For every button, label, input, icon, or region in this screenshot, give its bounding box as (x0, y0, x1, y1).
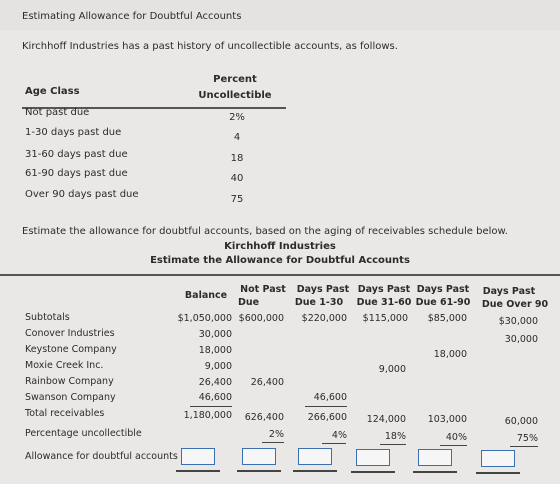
allowance-input-31-60[interactable] (356, 449, 390, 466)
page-title: Estimating Allowance for Doubtful Accounts (22, 11, 242, 22)
cell-value: $115,000 (362, 313, 408, 324)
row-label-moxie: Moxie Creek Inc. (25, 360, 104, 371)
cell-value: 18% (384, 431, 406, 442)
cell-value: 46,600 (198, 392, 232, 403)
row-label-keystone: Keystone Company (25, 344, 117, 355)
sum-underline (322, 443, 346, 444)
col-header-over-90: Due Over 90 (481, 299, 549, 310)
age-row-label: Not past due (25, 107, 90, 118)
double-underline (237, 470, 281, 472)
cell-value: 46,600 (313, 392, 347, 403)
cell-value: 60,000 (504, 416, 538, 427)
cell-value: 9,000 (378, 364, 406, 375)
schedule-company: Kirchhoff Industries (224, 241, 336, 252)
sum-underline (440, 445, 467, 446)
col-header-61-90: Due 61-90 (415, 297, 471, 308)
col-header-61-90: Days Past (416, 284, 470, 295)
age-row-pct: 2% (229, 112, 245, 123)
row-label-rainbow: Rainbow Company (25, 376, 114, 387)
double-underline (476, 472, 520, 474)
cell-value: 626,400 (244, 412, 284, 423)
double-underline (413, 471, 457, 473)
allowance-input-61-90[interactable] (418, 449, 452, 466)
age-row-pct: 40 (230, 173, 244, 184)
cell-value: $600,000 (238, 313, 284, 324)
cell-value: 2% (268, 429, 284, 440)
cell-value: 18,000 (433, 349, 467, 360)
age-class-header: Age Class (25, 86, 80, 97)
row-label-percentage: Percentage uncollectible (25, 428, 142, 439)
cell-value: $220,000 (301, 313, 347, 324)
col-header-1-30: Days Past (296, 284, 350, 295)
cell-value: 103,000 (427, 414, 467, 425)
cell-value: 26,400 (198, 377, 232, 388)
age-row-label: 31-60 days past due (25, 149, 128, 160)
col-header-balance: Balance (184, 290, 228, 301)
age-row-label: 1-30 days past due (25, 127, 122, 138)
age-row-pct: 18 (230, 153, 244, 164)
schedule-top-rule (0, 274, 560, 276)
age-row-pct: 75 (230, 194, 244, 205)
sum-underline (380, 444, 406, 445)
col-header-31-60: Due 31-60 (356, 297, 412, 308)
sum-underline (262, 442, 284, 443)
age-row-pct: 4 (233, 132, 241, 143)
col-header-notpast: Not Past (240, 284, 286, 295)
intro-text: Kirchhoff Industries has a past history of uncollectible accounts, as follows. (22, 41, 398, 52)
double-underline (176, 470, 220, 472)
row-label-subtotals: Subtotals (25, 312, 70, 323)
col-header-1-30: Due 1-30 (294, 297, 344, 308)
cell-value: 30,000 (198, 329, 232, 340)
cell-value: 75% (516, 433, 538, 444)
cell-value: 124,000 (366, 414, 406, 425)
row-label-allowance: Allowance for doubtful accounts (25, 451, 178, 462)
cell-value: 4% (331, 430, 347, 441)
cell-value: 40% (445, 432, 467, 443)
allowance-input-1-30[interactable] (298, 448, 332, 465)
instruction-text: Estimate the allowance for doubtful accounts, based on the aging of receivables schedule below. (22, 226, 508, 237)
percent-header-line1: Percent (213, 74, 257, 85)
row-label-swanson: Swanson Company (25, 392, 116, 403)
allowance-input-not-past-due[interactable] (242, 448, 276, 465)
allowance-input-over-90[interactable] (481, 450, 515, 467)
col-header-31-60: Days Past (357, 284, 411, 295)
cell-value: 30,000 (504, 334, 538, 345)
cell-value: $85,000 (427, 313, 467, 324)
age-row-label: 61-90 days past due (25, 168, 128, 179)
double-underline (351, 471, 395, 473)
cell-value: 18,000 (198, 345, 232, 356)
row-label-total: Total receivables (25, 408, 105, 419)
double-underline (293, 470, 337, 472)
allowance-input-balance[interactable] (181, 448, 215, 465)
sum-underline (510, 446, 538, 447)
cell-value: 26,400 (250, 377, 284, 388)
row-label-conover: Conover Industries (25, 328, 115, 339)
cell-value: 9,000 (204, 361, 232, 372)
cell-value: 266,600 (307, 412, 347, 423)
sum-underline (190, 406, 232, 407)
cell-value: 1,180,000 (183, 410, 232, 421)
age-row-label: Over 90 days past due (25, 189, 139, 200)
percent-header-line2: Uncollectible (198, 90, 272, 101)
col-header-notpast: Due (238, 297, 260, 308)
cell-value: $1,050,000 (177, 313, 232, 324)
sum-underline (305, 406, 347, 407)
schedule-title: Estimate the Allowance for Doubtful Accounts (150, 255, 410, 266)
col-header-over-90: Days Past (482, 286, 536, 297)
cell-value: $30,000 (498, 316, 538, 327)
